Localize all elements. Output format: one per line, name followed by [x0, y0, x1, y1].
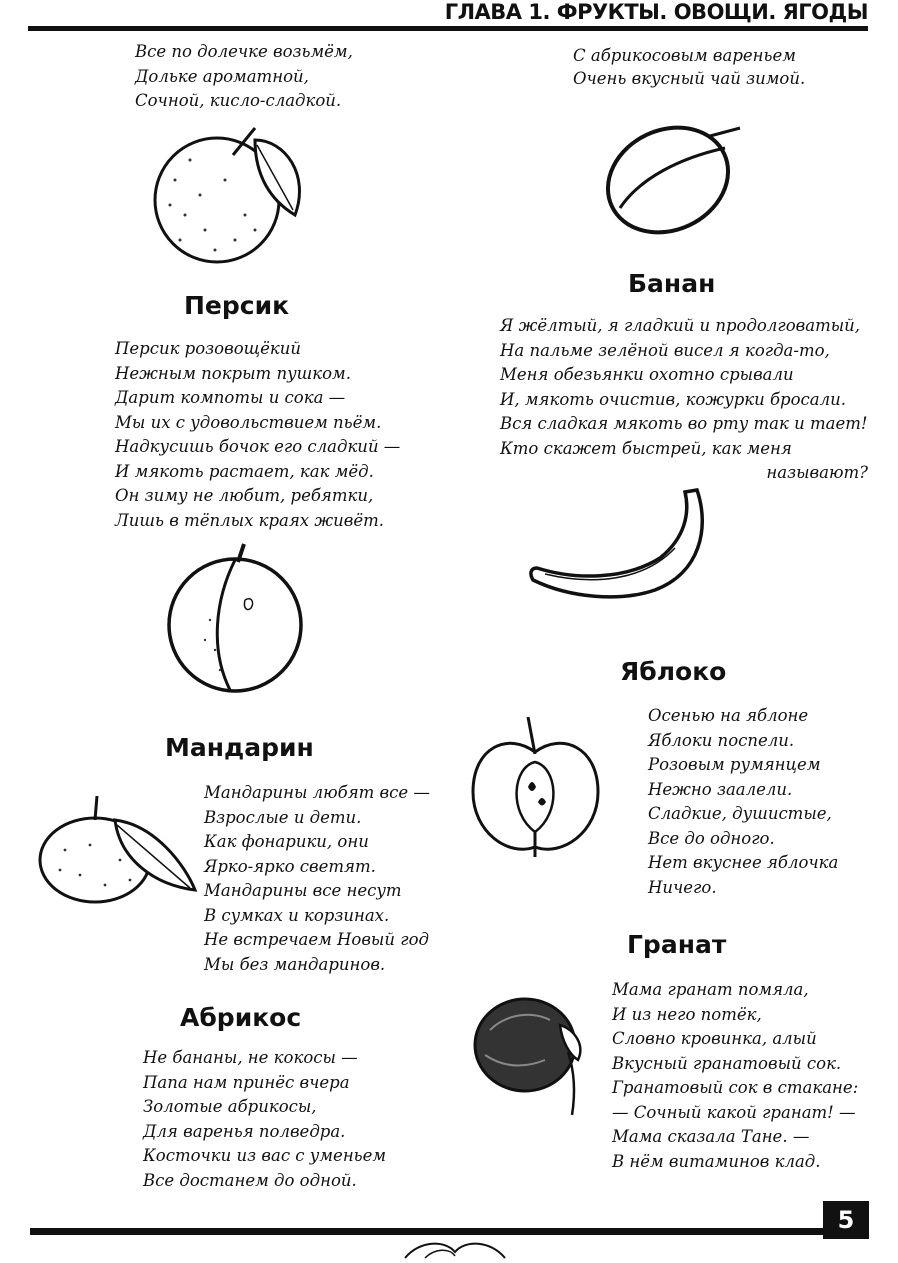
ornament-icon: [400, 1238, 510, 1263]
poem-line: Ярко-ярко светят.: [204, 856, 376, 876]
poem-line: На пальме зелёной висел я когда-то,: [500, 340, 830, 360]
orange-icon: [145, 120, 315, 270]
banana-icon: [525, 488, 725, 606]
poem-line: Все достанем до одной.: [143, 1170, 357, 1190]
poem-line: Сочной, кисло-сладкой.: [135, 91, 342, 110]
poem-line: Розовым румянцем: [648, 755, 821, 774]
poem-line: В нём витаминов клад.: [612, 1151, 821, 1171]
poem-line: Надкусишь бочок его сладкий —: [115, 437, 401, 456]
poem-line: Не встречаем Новый год: [204, 930, 429, 949]
pomegranate-icon: [470, 990, 600, 1120]
poem-line: Персик розовощёкий: [115, 339, 302, 358]
mandarin-poem: [204, 781, 430, 977]
peach-icon: [160, 540, 310, 695]
banana-poem: [500, 314, 868, 461]
poem-line: Косточки из вас с уменьем: [143, 1146, 387, 1165]
apricot-icon: [600, 118, 745, 238]
peach-poem: [115, 337, 400, 533]
poem-line: Взрослые и дети.: [204, 807, 362, 827]
poem-line: Очень вкусный чай зимой.: [573, 69, 806, 88]
poem-line: С абрикосовым вареньем: [573, 46, 796, 65]
poem-line: Дольке ароматной,: [135, 66, 309, 86]
poem-line: Нежным покрыт пушком.: [115, 363, 351, 383]
poem-line: Яблоки поспели.: [648, 730, 795, 750]
apple-title: Яблоко: [620, 657, 727, 686]
poem-line: Папа нам принёс вчера: [143, 1072, 350, 1092]
poem-line: Кто скажет быстрей, как меня: [500, 438, 792, 458]
apricot-poem: [143, 1046, 386, 1193]
poem-line: Вкусный гранатовый сок.: [612, 1053, 842, 1073]
poem-line: Словно кровинка, алый: [612, 1029, 817, 1048]
poem-line: Для варенья полведра.: [143, 1121, 346, 1141]
apple-poem: [648, 704, 838, 900]
apple-icon: [468, 712, 603, 862]
orange-poem: [135, 40, 353, 114]
poem-line: Мы их с удовольствием пьём.: [115, 412, 382, 432]
apricot-top-poem: [573, 44, 805, 90]
poem-line: И, мякоть очистив, кожурки бросали.: [500, 389, 847, 409]
header-rule: [28, 26, 868, 31]
poem-line: Мама сказала Тане. —: [612, 1127, 810, 1146]
poem-line: Все по долечке возьмём,: [135, 42, 353, 61]
mandarin-title: Мандарин: [165, 733, 314, 762]
poem-line: И мякоть растает, как мёд.: [115, 461, 374, 481]
pomegranate-title: Гранат: [627, 930, 727, 959]
poem-line: Меня обезьянки охотно срывали: [500, 365, 794, 384]
peach-title: Персик: [184, 291, 290, 320]
poem-line: Мандарины любят все —: [204, 783, 430, 802]
poem-line: Осенью на яблоне: [648, 706, 809, 725]
mandarin-icon: [35, 790, 200, 905]
poem-line: Все до одного.: [648, 828, 775, 848]
poem-line: Мандарины все несут: [204, 881, 402, 900]
poem-line: Нежно заалели.: [648, 779, 793, 799]
poem-line: Золотые абрикосы,: [143, 1097, 317, 1116]
banana-title: Банан: [628, 269, 716, 298]
poem-line: Он зиму не любит, ребятки,: [115, 486, 374, 505]
poem-line: Мы без мандаринов.: [204, 954, 386, 974]
poem-line: Как фонарики, они: [204, 832, 369, 851]
poem-line: Нет вкуснее яблочка: [648, 853, 839, 872]
poem-line: Лишь в тёплых краях живёт.: [115, 510, 385, 530]
poem-line: В сумках и корзинах.: [204, 905, 390, 925]
banana-last-line: называют?: [766, 463, 868, 482]
apricot-title: Абрикос: [180, 1003, 302, 1032]
poem-line: Гранатовый сок в стакане:: [612, 1078, 859, 1097]
poem-line: Ничего.: [648, 877, 717, 897]
chapter-header: ГЛАВА 1. ФРУКТЫ. ОВОЩИ. ЯГОДЫ: [444, 0, 868, 24]
pomegranate-poem: [612, 978, 858, 1174]
page-number: 5: [823, 1201, 869, 1239]
poem-line: Мама гранат помяла,: [612, 980, 809, 999]
poem-line: И из него потёк,: [612, 1004, 762, 1024]
poem-line: Не бананы, не кокосы —: [143, 1048, 358, 1067]
poem-line: — Сочный какой гранат! —: [612, 1102, 856, 1122]
poem-line: Дарит компоты и сока —: [115, 388, 346, 407]
poem-line: Вся сладкая мякоть во рту так и тает!: [500, 414, 868, 433]
poem-line: Сладкие, душистые,: [648, 804, 832, 823]
footer-rule: [30, 1228, 830, 1235]
poem-line: Я жёлтый, я гладкий и продолговатый,: [500, 316, 861, 335]
